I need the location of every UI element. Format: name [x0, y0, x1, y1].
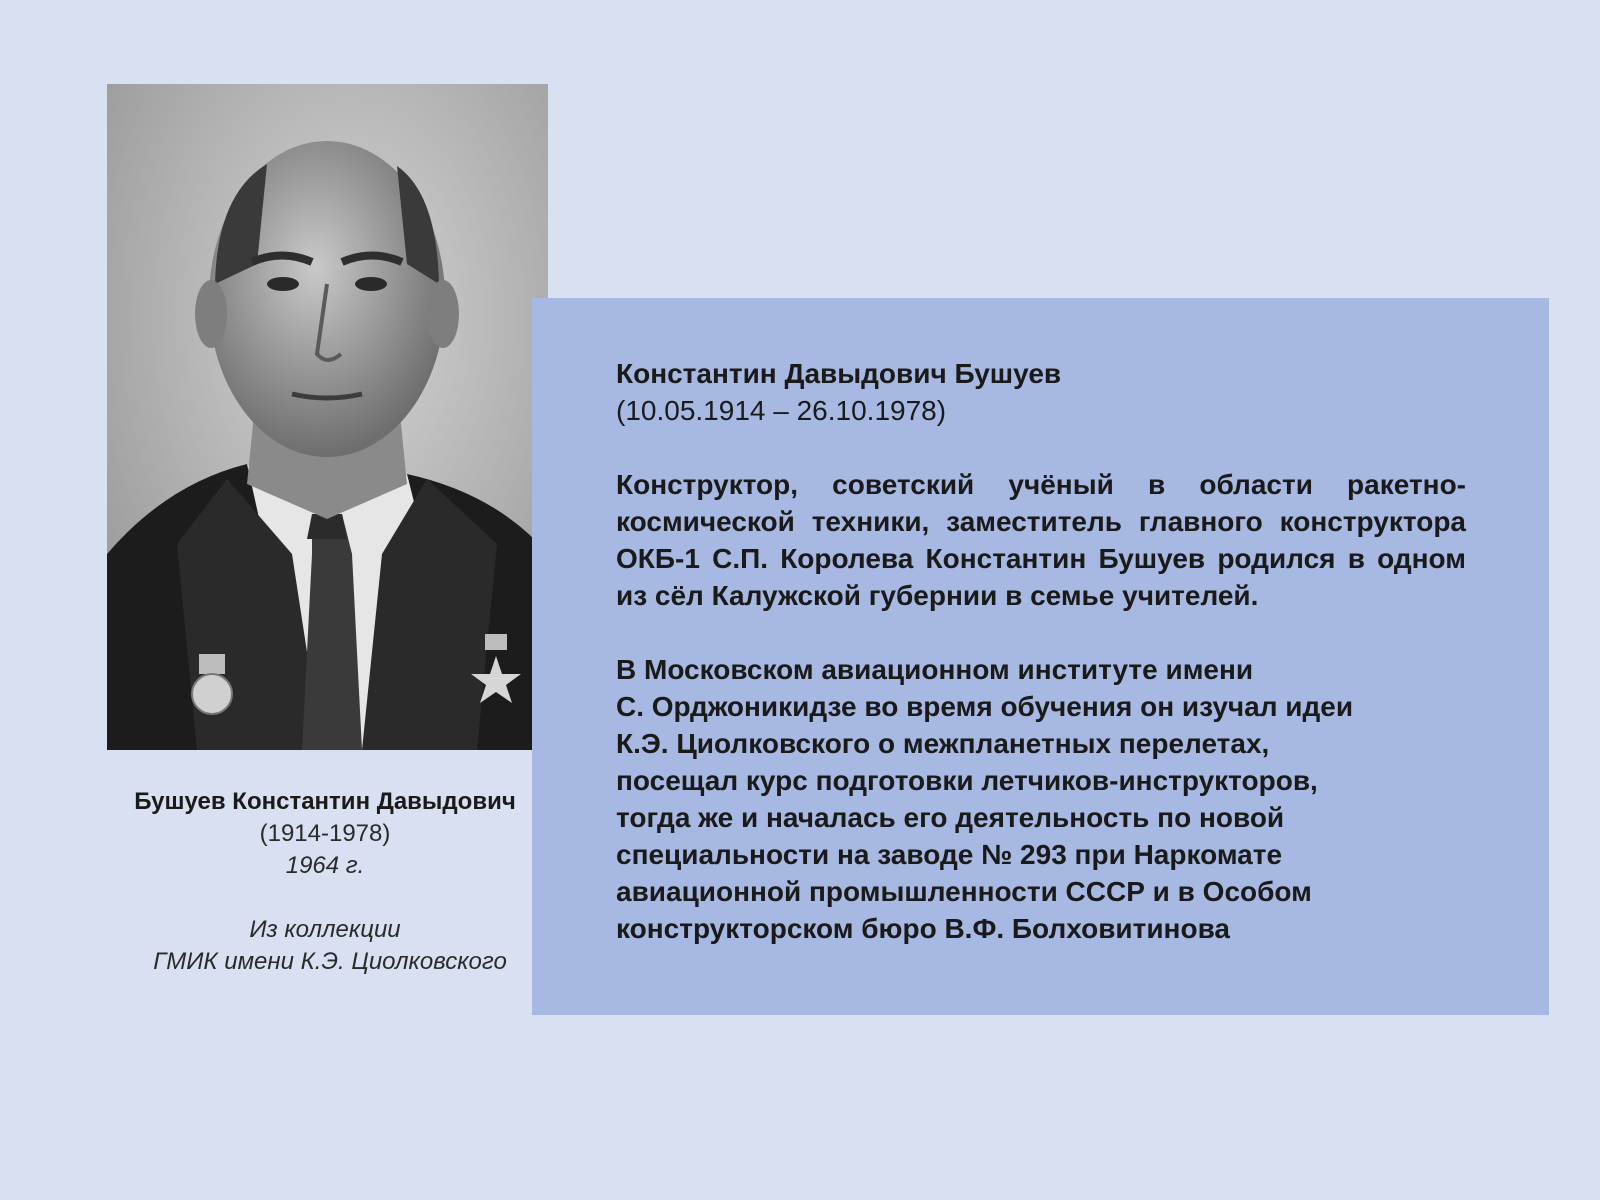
info-text	[616, 355, 1466, 947]
photo-caption	[110, 786, 540, 978]
portrait-photo	[107, 84, 548, 750]
caption-years: (1914-1978)	[259, 820, 391, 847]
info-paragraph-1: Конструктор, советский учёный в области ракетно-космической техники, заместитель главного конструктора ОКБ-1 С.П. Королева Константин Бушуев родился в одном из сёл Калужской губернии в семье учителей.	[616, 469, 1466, 611]
info-name: Константин Давыдович Бушуев	[616, 358, 1062, 389]
caption-spacer	[110, 882, 540, 914]
info-paragraph-2: В Московском авиационном институте имени С. Орджоникидзе во время обучения он изучал идеи К.Э. Циолковского о межпланетных перелетах, посещал курс подготовки летчиков-инструкторов, тогда же и началась его деятельность по новой специальности на заводе № 293 при Наркомате авиационной промышленности СССР и в Особом конструкторском бюро В.Ф. Болховитинова	[616, 654, 1354, 944]
caption-source-line1: Из коллекции	[249, 916, 401, 943]
caption-source-line2: ГМИК имени К.Э. Циолковского	[153, 948, 507, 975]
caption-name: Бушуев Константин Давыдович	[134, 788, 516, 815]
caption-photo-year: 1964 г.	[285, 852, 365, 879]
info-dates: (10.05.1914 – 26.10.1978)	[616, 395, 947, 426]
portrait-illustration	[107, 84, 548, 750]
